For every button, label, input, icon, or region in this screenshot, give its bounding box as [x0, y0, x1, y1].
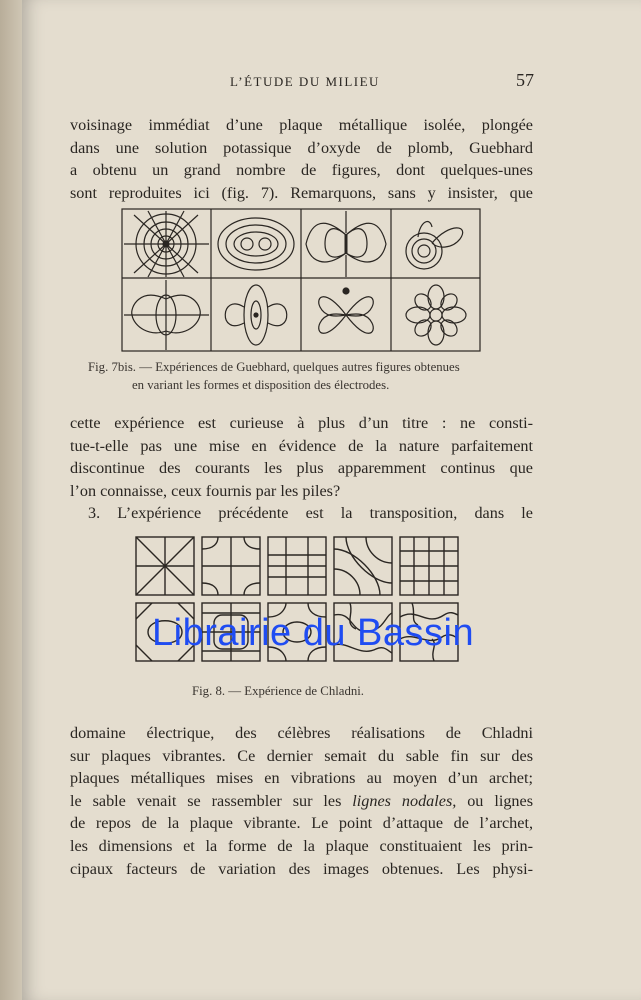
- plate: [334, 537, 392, 595]
- paragraph-1: [70, 114, 533, 204]
- text-line: 3. L’expérience précédente est la transposition, dans le: [88, 504, 533, 523]
- text-line: de repos de la plaque vibrante. Le point d’attaque de l’archet,: [70, 814, 533, 833]
- text-line: sont reproduites ici (fig. 7). Remarquons, sans y insister, que: [70, 183, 533, 202]
- text-line: les dimensions et la forme de la plaque constituaient les prin-: [70, 836, 533, 855]
- paragraph-2: [70, 412, 533, 525]
- text-line: discontinue des courants les plus apparemment continus que: [70, 459, 533, 478]
- paragraph-3: [70, 722, 533, 880]
- page-number: 57: [516, 70, 534, 90]
- figure-8-caption: Fig. 8. — Expérience de Chladni.: [192, 684, 365, 698]
- figure-7-caption: [88, 358, 548, 394]
- cell-four-lobes: [319, 288, 374, 333]
- running-title: L’ÉTUDE DU MILIEU: [230, 74, 380, 89]
- text-line: a obtenu un grand nombre de figures, dont quelques-unes: [70, 161, 533, 180]
- text-line: voisinage immédiat d’une plaque métallique isolée, plongée: [70, 116, 533, 134]
- plate: [136, 537, 194, 595]
- plate: [268, 537, 326, 595]
- book-gutter: [0, 0, 22, 1000]
- cell-dipole: [306, 211, 386, 277]
- text-line: domaine électrique, des célèbres réalisations de Chladni: [70, 724, 533, 742]
- cell-nested-ovals: [218, 218, 294, 270]
- page-header: [0, 70, 641, 94]
- cell-flower: [406, 285, 466, 345]
- text-line: cette expérience est curieuse à plus d’un titre : ne consti-: [70, 414, 533, 432]
- text-line: l’on connaisse, ceux fournis par les piles?: [70, 481, 341, 500]
- caption-line: en variant les formes et disposition des électrodes.: [132, 378, 390, 392]
- text-line: dans une solution potassique d’oxyde de plomb, Guebhard: [70, 138, 533, 157]
- text-line: sur plaques vibrantes. Ce dernier semait du sable fin sur des: [70, 746, 533, 765]
- text-fragment: ou lignes: [456, 791, 533, 810]
- cell-butterfly-rings: [124, 280, 209, 350]
- figure-7-guebhard: [120, 207, 482, 353]
- caption-line: Fig. 7bis. — Expériences de Guebhard, quelques autres figures obtenues: [88, 360, 460, 374]
- cell-nested-lens: [225, 285, 287, 345]
- plate: [202, 537, 260, 595]
- text-line: [70, 790, 533, 813]
- plate: [400, 537, 458, 595]
- cell-spiral-petal: [406, 222, 463, 269]
- text-line: cipaux facteurs de variation des images obtenues. Les physi-: [70, 859, 533, 878]
- text-fragment: le sable venait se rassembler sur les: [70, 791, 353, 810]
- watermark: Librairie du Bassin: [152, 612, 475, 654]
- text-line: tue-t-elle pas une mise en évidence de la nature parfaitement: [70, 436, 533, 455]
- italic-term: lignes nodales,: [352, 791, 457, 810]
- text-line: plaques métalliques mises en vibrations au moyen d’un archet;: [70, 769, 533, 788]
- cell-concentric-radial: [124, 211, 209, 277]
